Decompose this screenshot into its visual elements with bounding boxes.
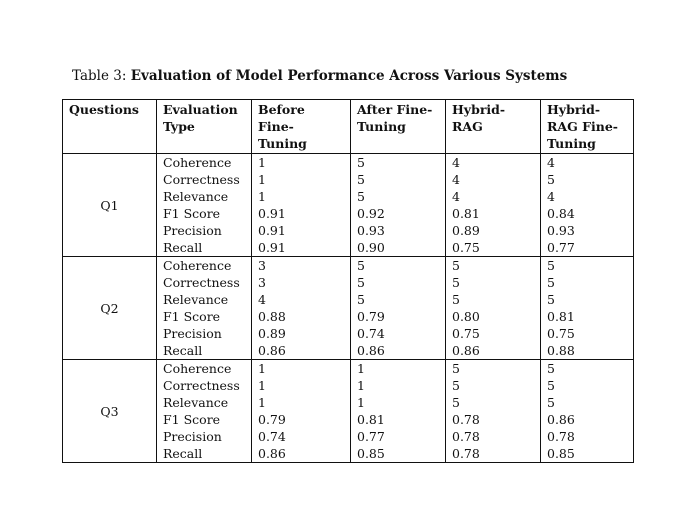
metric-label: F1 Score xyxy=(163,206,221,221)
value: 5 xyxy=(452,378,460,393)
value: 0.86 xyxy=(258,343,286,358)
before-cell xyxy=(252,154,351,257)
question-cell: Q3 xyxy=(63,360,157,463)
value: 5 xyxy=(452,361,460,376)
value: 5 xyxy=(547,292,555,307)
metric-label: Precision xyxy=(163,223,222,238)
question-cell: Q1 xyxy=(63,154,157,257)
header-line: Tuning xyxy=(357,119,406,134)
metric-label: Coherence xyxy=(163,155,232,170)
value: 0.77 xyxy=(357,429,385,444)
header-line: RAG xyxy=(452,119,483,134)
value: 0.78 xyxy=(452,446,480,461)
header-evaluation-type xyxy=(157,100,252,154)
value: 0.75 xyxy=(547,326,575,341)
value: 0.86 xyxy=(547,412,575,427)
header-line: Tuning xyxy=(258,136,307,151)
hybrid-cell xyxy=(446,257,541,360)
value: 5 xyxy=(357,155,365,170)
header-line: Hybrid- xyxy=(452,102,506,117)
header-questions xyxy=(63,100,157,154)
caption-label: Table 3: xyxy=(72,68,127,84)
value: 1 xyxy=(258,172,266,187)
value: 3 xyxy=(258,258,266,273)
metric-label: Correctness xyxy=(163,275,240,290)
value: 5 xyxy=(547,258,555,273)
caption-title: Evaluation of Model Performance Across Various Systems xyxy=(130,68,568,84)
table-row xyxy=(63,154,634,257)
metric-cell xyxy=(157,154,252,257)
value: 1 xyxy=(357,395,365,410)
value: 0.75 xyxy=(452,240,480,255)
value: 5 xyxy=(452,258,460,273)
header-after-fine-tuning xyxy=(351,100,446,154)
after-cell xyxy=(351,154,446,257)
value: 0.85 xyxy=(547,446,575,461)
header-row xyxy=(63,100,634,154)
value: 0.77 xyxy=(547,240,575,255)
value: 3 xyxy=(258,275,266,290)
metric-cell xyxy=(157,257,252,360)
value: 0.84 xyxy=(547,206,575,221)
value: 0.81 xyxy=(547,309,575,324)
value: 5 xyxy=(452,395,460,410)
value: 0.89 xyxy=(258,326,286,341)
header-before-fine-tuning xyxy=(252,100,351,154)
value: 1 xyxy=(258,395,266,410)
value: 0.86 xyxy=(452,343,480,358)
metric-label: Recall xyxy=(163,343,203,358)
hybrid-ft-cell xyxy=(541,257,634,360)
question-cell: Q2 xyxy=(63,257,157,360)
metric-label: F1 Score xyxy=(163,309,221,324)
value: 0.78 xyxy=(452,429,480,444)
value: 5 xyxy=(547,172,555,187)
header-line: RAG Fine- xyxy=(547,119,618,134)
value: 0.78 xyxy=(547,429,575,444)
hybrid-cell xyxy=(446,154,541,257)
value: 1 xyxy=(357,361,365,376)
metric-label: Precision xyxy=(163,326,222,341)
metric-label: Recall xyxy=(163,446,203,461)
value: 0.91 xyxy=(258,223,286,238)
header-line: Before xyxy=(258,102,305,117)
metric-label: Correctness xyxy=(163,172,240,187)
value: 1 xyxy=(258,189,266,204)
value: 5 xyxy=(452,292,460,307)
metric-label: Recall xyxy=(163,240,203,255)
value: 5 xyxy=(357,172,365,187)
value: 5 xyxy=(547,395,555,410)
value: 0.75 xyxy=(452,326,480,341)
value: 5 xyxy=(357,258,365,273)
value: 0.89 xyxy=(452,223,480,238)
value: 5 xyxy=(452,275,460,290)
header-hybrid-rag xyxy=(446,100,541,154)
value: 0.88 xyxy=(258,309,286,324)
header-line: After Fine- xyxy=(357,102,433,117)
value: 5 xyxy=(547,275,555,290)
metric-label: Relevance xyxy=(163,395,229,410)
value: 0.91 xyxy=(258,240,286,255)
value: 0.88 xyxy=(547,343,575,358)
after-cell xyxy=(351,257,446,360)
value: 0.80 xyxy=(452,309,480,324)
before-cell xyxy=(252,257,351,360)
value: 4 xyxy=(547,189,555,204)
value: 0.86 xyxy=(258,446,286,461)
value: 5 xyxy=(357,292,365,307)
value: 4 xyxy=(452,172,460,187)
value: 5 xyxy=(547,378,555,393)
value: 5 xyxy=(547,361,555,376)
value: 4 xyxy=(258,292,266,307)
value: 1 xyxy=(357,378,365,393)
value: 0.86 xyxy=(357,343,385,358)
hybrid-ft-cell xyxy=(541,154,634,257)
value: 0.93 xyxy=(547,223,575,238)
header-line: Tuning xyxy=(547,136,596,151)
after-cell xyxy=(351,360,446,463)
hybrid-cell xyxy=(446,360,541,463)
value: 0.91 xyxy=(258,206,286,221)
metric-label: Correctness xyxy=(163,378,240,393)
value: 4 xyxy=(452,189,460,204)
table-row xyxy=(63,257,634,360)
value: 0.90 xyxy=(357,240,385,255)
value: 0.74 xyxy=(357,326,385,341)
value: 0.79 xyxy=(258,412,286,427)
metric-label: Relevance xyxy=(163,189,229,204)
value: 1 xyxy=(258,155,266,170)
value: 0.79 xyxy=(357,309,385,324)
before-cell xyxy=(252,360,351,463)
header-line: Fine- xyxy=(258,119,294,134)
value: 4 xyxy=(452,155,460,170)
value: 4 xyxy=(547,155,555,170)
metric-label: F1 Score xyxy=(163,412,221,427)
metric-label: Relevance xyxy=(163,292,229,307)
value: 0.78 xyxy=(452,412,480,427)
metric-label: Precision xyxy=(163,429,222,444)
value: 0.85 xyxy=(357,446,385,461)
header-line: Type xyxy=(163,119,195,134)
value: 1 xyxy=(258,361,266,376)
value: 0.81 xyxy=(357,412,385,427)
results-table xyxy=(62,99,634,463)
metric-label: Coherence xyxy=(163,361,232,376)
value: 1 xyxy=(258,378,266,393)
metric-cell xyxy=(157,360,252,463)
value: 0.74 xyxy=(258,429,286,444)
value: 0.93 xyxy=(357,223,385,238)
value: 5 xyxy=(357,189,365,204)
hybrid-ft-cell xyxy=(541,360,634,463)
table-row xyxy=(63,360,634,463)
value: 0.92 xyxy=(357,206,385,221)
header-line: Hybrid- xyxy=(547,102,601,117)
metric-label: Coherence xyxy=(163,258,232,273)
value: 0.81 xyxy=(452,206,480,221)
value: 5 xyxy=(357,275,365,290)
header-hybrid-rag-fine-tuning xyxy=(541,100,634,154)
header-line: Evaluation xyxy=(163,102,238,117)
table-caption xyxy=(72,68,567,84)
header-line: Questions xyxy=(69,102,139,117)
